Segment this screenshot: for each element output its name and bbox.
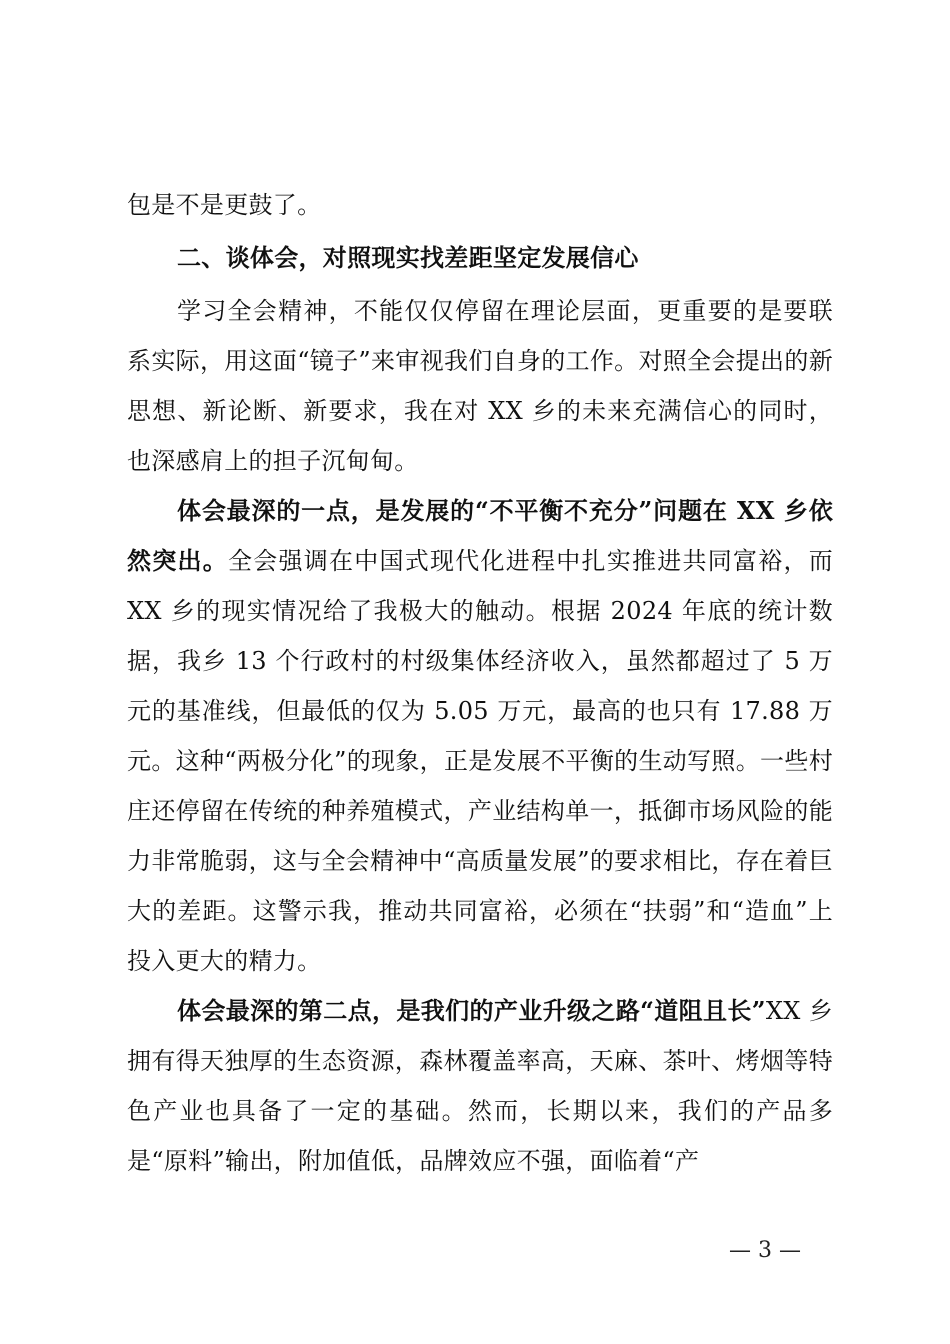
second-point-body: XX 乡拥有得天独厚的生态资源，森林覆盖率高，天麻、茶叶、烤烟等特色产业也具备了一定的基础。然而，长期以来，我们的产品多是“原料”输出，附加值低，品牌效应不强，面临着“产 (127, 997, 833, 1175)
page-number: — 3 — (729, 1238, 801, 1263)
section-heading: 二、谈体会，对照现实找差距坚定发展信心 (177, 244, 639, 272)
paragraph-first-point (127, 486, 833, 986)
paragraph-second-point (127, 986, 833, 1186)
first-point-lead: 体会最深的一点，是发展的“不平衡不充分”问题在 XX 乡依然突出。 (127, 496, 833, 575)
second-point-lead: 体会最深的第二点，是我们的产业升级之路“道阻且长” (177, 996, 766, 1025)
first-point-body: 全会强调在中国式现代化进程中扎实推进共同富裕，而 XX 乡的现实情况给了我极大的触动。根据 2024 年底的统计数据，我乡 13 个行政村的村级集体经济收入，虽然都超过了 5 万元的基准线，但最低的仅为 5.05 万元，最高的也只有 17.88 万元。这种“两极分化”的现象，正是发展不平衡的生动写照。一些村庄还停留在传统的种养殖模式，产业结构单一，抵御市场风险的能力非常脆弱，这与全会精神中“高质量发展”的要求相比，存在着巨大的差距。这警示我，推动共同富裕，必须在“扶弱”和“造血”上投入更大的精力。 (127, 547, 833, 975)
paragraph-continuation: 包是不是更鼓了。 (127, 191, 322, 219)
paragraph-intro: 学习全会精神，不能仅仅停留在理论层面，更重要的是要联系实际，用这面“镜子”来审视我们自身的工作。对照全会提出的新思想、新论断、新要求，我在对 XX 乡的未来充满信心的同时，也深感肩上的担子沉甸甸。 (127, 297, 833, 475)
document-body (127, 180, 833, 1186)
